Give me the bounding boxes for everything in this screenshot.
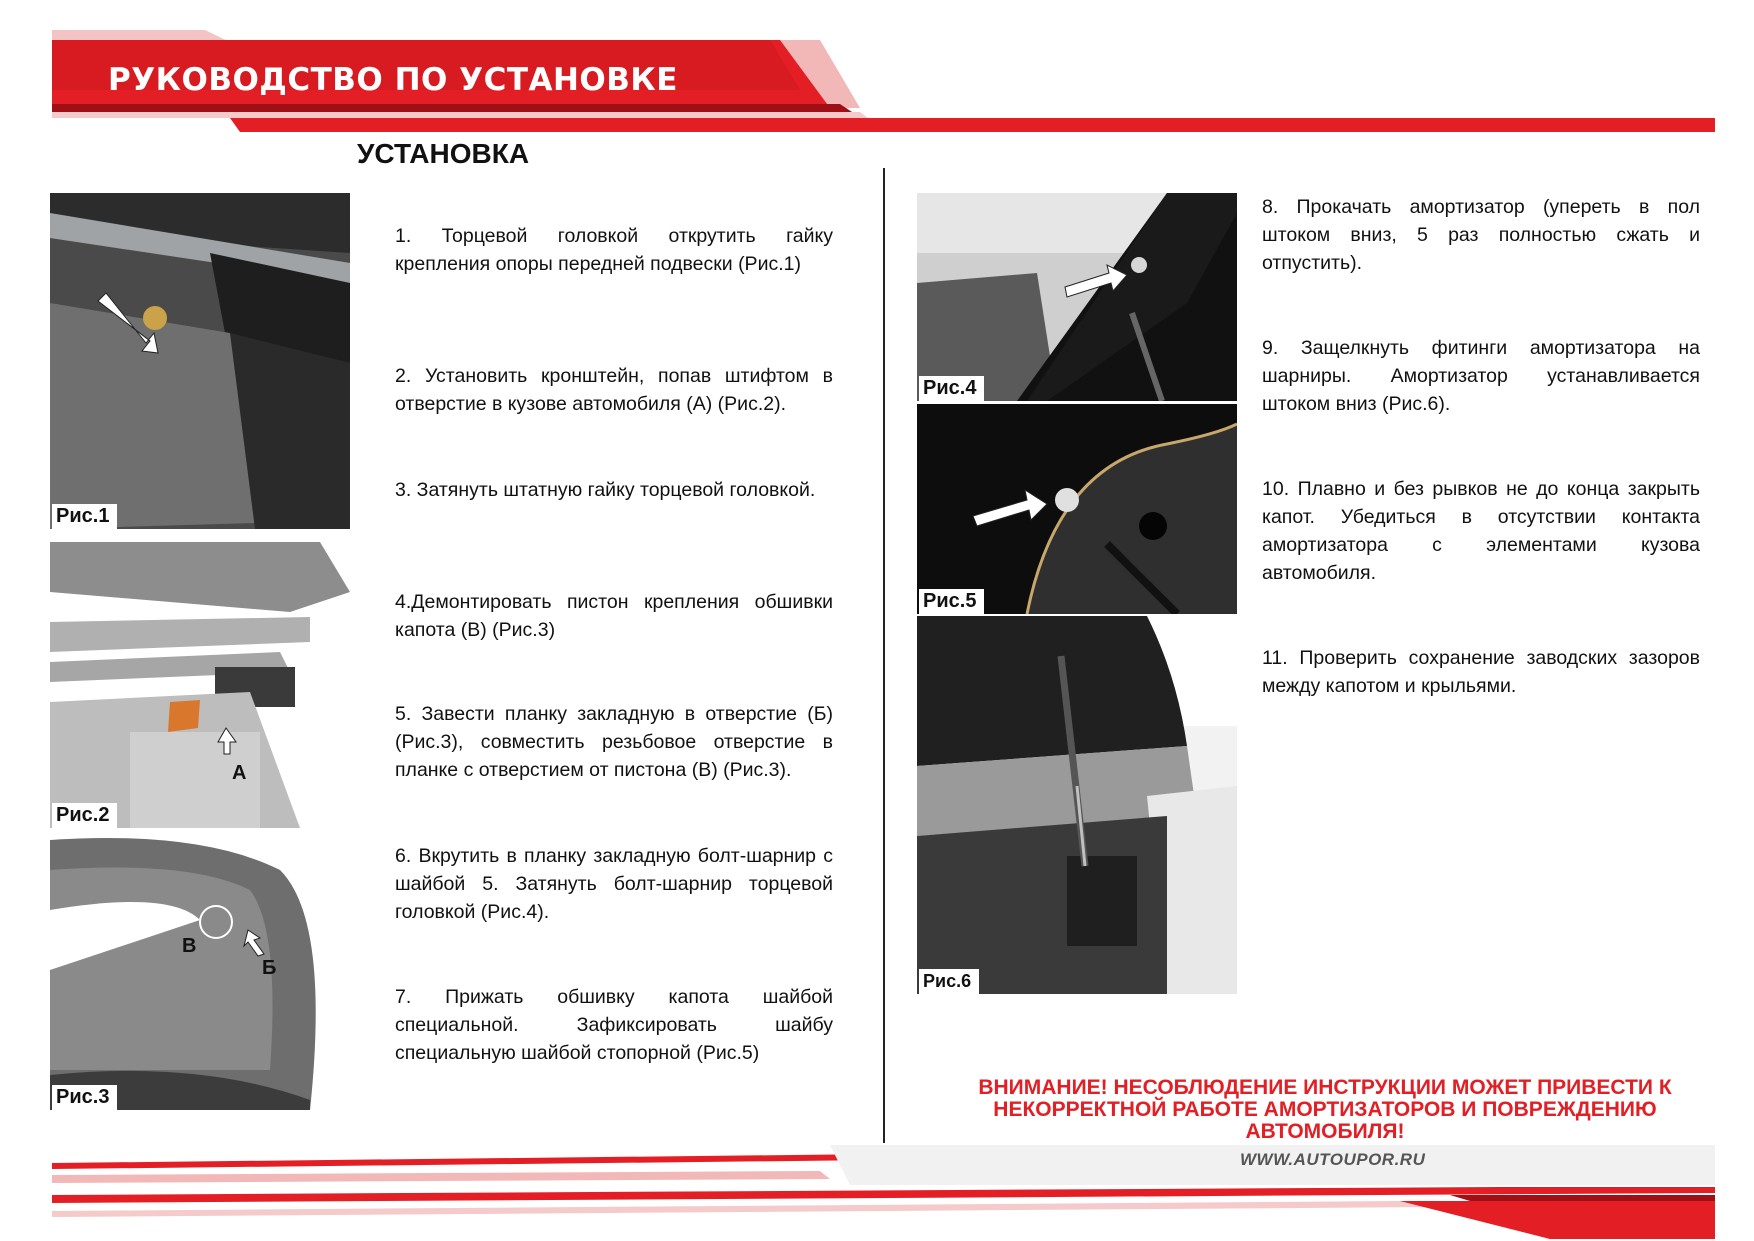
warning-text: ВНИМАНИЕ! НЕСОБЛЮДЕНИЕ ИНСТРУКЦИИ МОЖЕТ ПРИВЕСТИ К НЕКОРРЕКТНОЙ РАБОТЕ АМОРТИЗАТОРОВ И ПОВРЕЖДЕНИЮ АВТОМОБИЛЯ! <box>978 1076 1672 1143</box>
step-7: 7. Прижать обшивку капота шайбой специальной. Зафиксировать шайбу специальную шайбой стопорной (Рис.5) <box>395 986 833 1064</box>
bracket-scan-image <box>50 532 350 828</box>
figure-1-photo <box>50 193 350 529</box>
footer-banner <box>0 1135 1754 1241</box>
figure-4-photo <box>917 193 1237 401</box>
label-v: В <box>182 935 197 957</box>
figure-3-photo <box>50 830 350 1110</box>
figure-3-caption: Рис.3 <box>52 1085 117 1110</box>
step-9: 9. Защелкнуть фитинги амортизатора на шарниры. Амортизатор устанавливается штоком вниз (Рис.6). <box>1262 337 1700 415</box>
figure-2-caption: Рис.2 <box>52 803 117 828</box>
figure-6-caption: Рис.6 <box>919 969 979 994</box>
label-b: Б <box>262 957 277 979</box>
step-3: 3. Затянуть штатную гайку торцевой головкой. <box>395 479 816 501</box>
figure-4-caption: Рис.4 <box>919 376 984 401</box>
column-divider <box>883 168 885 1143</box>
step-4: 4.Демонтировать пистон крепления обшивки капота (В) (Рис.3) <box>395 591 833 641</box>
label-a: А <box>232 762 247 784</box>
hood-hinge-image <box>917 193 1237 401</box>
figure-5-photo <box>917 404 1237 614</box>
step-10: 10. Плавно и без рывков не до конца закрыть капот. Убедиться в отсутствии контакта амортизатора с элементами кузова автомобиля. <box>1262 478 1700 584</box>
website-link[interactable]: WWW.AUTOUPOR.RU <box>1240 1150 1426 1169</box>
section-title: УСТАНОВКА <box>357 138 530 169</box>
step-1: 1. Торцевой головкой открутить гайку крепления опоры передней подвески (Рис.1) <box>395 225 833 275</box>
installed-strut-image <box>917 616 1237 994</box>
engine-bay-image <box>50 193 350 529</box>
figure-5-caption: Рис.5 <box>919 589 984 614</box>
figure-6-photo <box>917 616 1237 994</box>
step-6: 6. Вкрутить в планку закладную болт-шарнир с шайбой 5. Затянуть болт-шарнир торцевой головкой (Рис.4). <box>395 845 833 923</box>
figure-2-photo <box>50 532 350 828</box>
step-2: 2. Установить кронштейн, попав штифтом в отверстие в кузове автомобиля (А) (Рис.2). <box>395 365 833 415</box>
hood-washer-image <box>917 404 1237 614</box>
step-11: 11. Проверить сохранение заводских зазоров между капотом и крыльями. <box>1262 647 1700 697</box>
hood-scan-image <box>50 830 350 1110</box>
step-8: 8. Прокачать амортизатор (упереть в пол штоком вниз, 5 раз полностью сжать и отпустить). <box>1262 196 1700 274</box>
banner-title: РУКОВОДСТВО ПО УСТАНОВКЕ <box>108 62 678 98</box>
step-5: 5. Завести планку закладную в отверстие (Б) (Рис.3), совместить резьбовое отверстие в планке с отверстием от пистона (В) (Рис.3). <box>395 703 833 781</box>
figure-1-caption: Рис.1 <box>52 504 117 529</box>
